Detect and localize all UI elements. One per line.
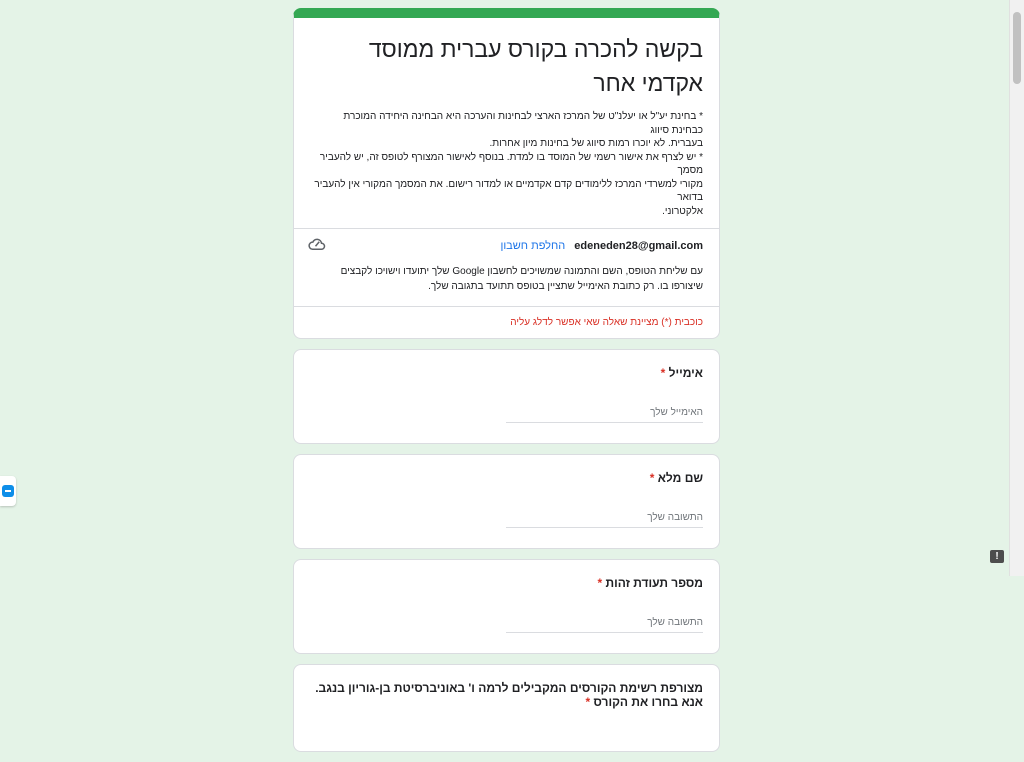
description-line: מקורי למשרדי המרכז ללימודים קדם אקדמיים או למדור רישום. את המסמך המקורי אין להעביר בדואר: [314, 178, 703, 203]
question-card-email: [293, 349, 720, 444]
scrollbar-thumb[interactable]: [1013, 12, 1021, 84]
question-title: [310, 681, 703, 709]
id-number-field[interactable]: [506, 613, 703, 633]
account-row: [294, 229, 719, 262]
description-line: בעברית. לא יוכרו רמות סיווג של בחינות מיון אחרות.: [489, 138, 703, 149]
description-line: * בחינת יע"ל או יעלנ"ט של המרכז הארצי לבחינות והערכה היא הבחינה היחידה המוכרת כבחינת סיווג: [343, 111, 703, 136]
required-star: *: [597, 576, 603, 590]
question-label: אימייל: [668, 366, 703, 380]
required-star: *: [649, 471, 655, 485]
privacy-notice: עם שליחת הטופס, השם והתמונה שמשויכים לחשבון Google שלך יתועדו וישויכו לקבצים שיצורפו בו. רק כתובת האימייל שתציין בטופס תתועד בתגובה שלך.: [340, 266, 703, 292]
required-star: *: [585, 695, 591, 709]
question-label: שם מלא: [657, 471, 703, 485]
question-title: [310, 471, 703, 485]
question-title: [310, 366, 703, 380]
scrollbar[interactable]: [1009, 0, 1024, 576]
form-title: בקשה להכרה בקורס עברית ממוסד אקדמי אחר: [368, 36, 703, 96]
side-widget-icon[interactable]: [0, 476, 16, 506]
question-card-course: [293, 664, 720, 752]
email-field[interactable]: [506, 403, 703, 423]
switch-account-link[interactable]: החלפת חשבון: [500, 239, 566, 252]
account-email: edeneden28@gmail.com: [574, 239, 703, 252]
question-card-id-number: [293, 559, 720, 654]
required-note: כוכבית (*) מציינת שאלה שאי אפשר לדלג עליה: [510, 317, 703, 328]
google-form: [293, 8, 720, 762]
question-title: [310, 576, 703, 590]
question-card-full-name: [293, 454, 720, 549]
feedback-icon[interactable]: !: [990, 550, 1004, 563]
question-label: מספר תעודת זהות: [605, 576, 703, 590]
question-label: מצורפת רשימת הקורסים המקבילים לרמה ו' באוניברסיטת בן-גוריון בנגב. אנא בחרו את הקורס: [315, 681, 703, 709]
form-description: [310, 110, 703, 218]
full-name-field[interactable]: [506, 508, 703, 528]
cloud-icon[interactable]: [308, 237, 326, 254]
form-header-card: [293, 8, 720, 339]
description-line: * יש לצרף את אישור רשמי של המוסד בו למדת. בנוסף לאישור המצורף לטופס זה, יש להעביר מסמך: [319, 151, 703, 176]
required-star: *: [660, 366, 666, 380]
description-line: אלקטרוני.: [662, 205, 703, 217]
